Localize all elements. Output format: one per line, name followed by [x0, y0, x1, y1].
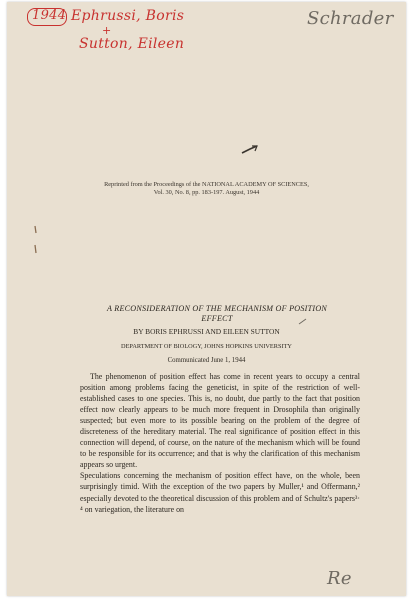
article-body	[80, 371, 360, 515]
reprint-note-line-2: Vol. 30, No. 8, pp. 183-197. August, 1944	[153, 189, 260, 196]
handwritten-plus: +	[102, 24, 112, 37]
article-communicated: Communicated June 1, 1944	[167, 357, 246, 364]
handwritten-author-2: Sutton, Eileen	[79, 36, 185, 52]
article-department: DEPARTMENT OF BIOLOGY, JOHNS HOPKINS UNIVERSITY	[121, 343, 292, 350]
body-paragraph-2: Speculations concerning the mechanism of position effect have, on the whole, been surprisingly timid. With the exception of the two papers by Muller,¹ and Offermann,² especially devoted to the theoretical discussion of this problem and of Schultz's papers³· ⁴ on variegation, the literature on	[80, 471, 360, 514]
pencil-mark-top	[240, 143, 260, 157]
handwritten-year: 1944	[32, 8, 67, 23]
handwritten-bottom-right: Re	[327, 568, 352, 589]
handwritten-author-1: Ephrussi, Boris	[71, 8, 185, 24]
article-title	[77, 304, 357, 324]
article-title-line-1: A RECONSIDERATION OF THE MECHANISM OF POSITION	[106, 304, 328, 313]
article-title-line-2: EFFECT	[201, 314, 233, 323]
reprint-note-line-1: Reprinted from the Proceedings of the NATIONAL ACADEMY OF SCIENCES,	[104, 181, 309, 188]
handwritten-top-right: Schrader	[307, 8, 394, 29]
pencil-mark-margin	[32, 224, 40, 256]
article-byline: BY BORIS EPHRUSSI AND EILEEN SUTTON	[133, 327, 280, 336]
body-paragraph-1: The phenomenon of position effect has come in recent years to occupy a central position among problems facing the geneticist, in spite of the restriction of well-established cases to one species. This is, no doubt, due partly to the fact that position effect now clearly appears to be much more frequent in Drosophila than originally suspected; but even more to its possible bearing on the problem of the degree of discreteness of the hereditary material. The real significance of position effect in this connection will depend, of course, on the nature of the mechanism which will be found to be responsible for its occurrence; and that is why the clarification of this mechanism appears so urgent.	[80, 372, 360, 470]
reprint-page	[7, 2, 406, 596]
